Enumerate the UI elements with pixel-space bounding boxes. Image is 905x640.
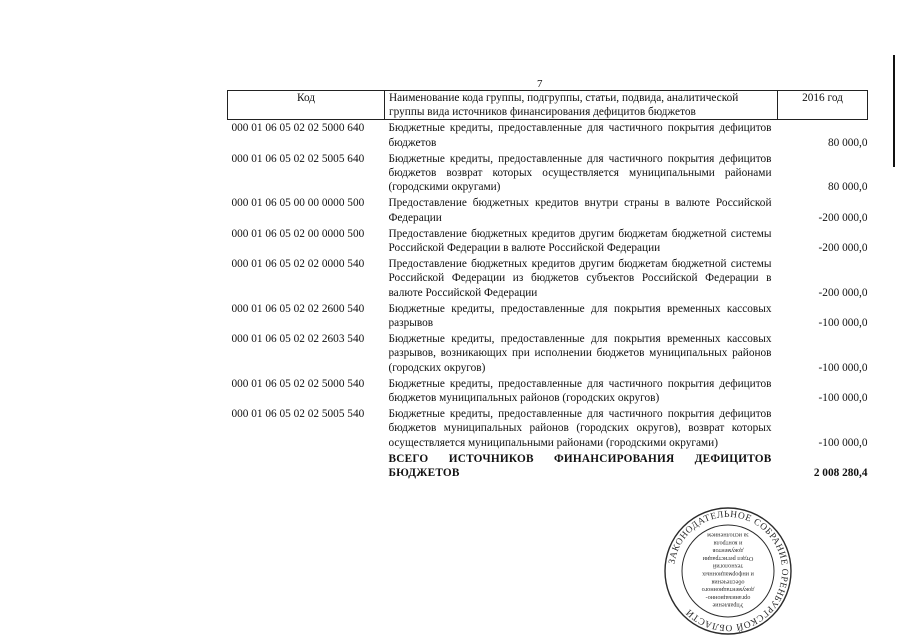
table-row xyxy=(228,406,868,451)
stamp-outer-text: ЗАКОНОДАТЕЛЬНОЕ СОБРАНИЕ ОРЕНБУРГСКОЙ ОБЛАСТИ xyxy=(667,509,790,633)
row-code: 000 01 06 05 02 02 5000 640 xyxy=(231,122,365,135)
stamp-inner-line: технологий xyxy=(712,562,744,570)
row-code: 000 01 06 05 02 02 5005 540 xyxy=(231,408,365,421)
total-label: ВСЕГО ИСТОЧНИКОВ ФИНАНСИРОВАНИЯ ДЕФИЦИТОВ БЮДЖЕТОВ xyxy=(388,452,772,480)
margin-rule xyxy=(893,55,895,167)
total-row xyxy=(228,451,868,481)
row-code: 000 01 06 05 02 02 2603 540 xyxy=(231,333,365,346)
total-code-empty xyxy=(228,451,385,481)
row-code: 000 01 06 05 02 02 5000 540 xyxy=(231,377,365,390)
row-value: -100 000,0 xyxy=(818,361,868,374)
stamp-inner-line: Управление xyxy=(712,601,744,609)
stamp-inner-line: организационно- xyxy=(705,593,751,601)
table-body xyxy=(228,120,868,481)
table-header xyxy=(228,91,868,120)
page-number: 7 xyxy=(537,78,543,90)
financing-sources-table xyxy=(227,90,868,481)
row-name: Бюджетные кредиты, предоставленные для частичного покрытия дефицитов бюджетов муниципальных районов (городских округов), возврат которых осуществляется муниципальными районами (городскими округами) xyxy=(388,408,772,449)
row-code: 000 01 06 05 02 00 0000 500 xyxy=(231,227,365,240)
row-value: 80 000,0 xyxy=(827,136,868,149)
stamp-inner-line: документов xyxy=(712,547,744,555)
row-name: Предоставление бюджетных кредитов другим бюджетам бюджетной системы Российской Федерации в валюте Российской Федерации xyxy=(388,227,772,255)
row-code: 000 01 06 05 02 02 5005 640 xyxy=(231,152,365,165)
row-value: -200 000,0 xyxy=(818,211,868,224)
stamp-inner-line: Отдел регистрации xyxy=(702,554,754,562)
row-name: Бюджетные кредиты, предоставленные для частичного покрытия дефицитов бюджетов возврат которых осуществляется муниципальными районами (городскими округами) xyxy=(388,152,772,194)
header-name: Наименование кода группы, подгруппы, статьи, подвида, аналитической группы вида источников финансирования дефицитов бюджетов xyxy=(385,91,778,120)
official-stamp xyxy=(662,505,794,637)
table-row xyxy=(228,301,868,331)
row-name: Бюджетные кредиты, предоставленные для покрытия временных кассовых разрывов, возникающих при исполнении бюджетов муниципальных районов (городских округов) xyxy=(388,333,772,374)
table-row xyxy=(228,195,868,225)
row-value: -200 000,0 xyxy=(818,286,868,299)
stamp-inner-line: обеспечения xyxy=(711,578,745,586)
row-code: 000 01 06 05 00 00 0000 500 xyxy=(231,197,365,210)
row-code: 000 01 06 05 02 02 0000 540 xyxy=(231,258,365,271)
stamp-inner-line: и информационных xyxy=(702,570,754,578)
row-code: 000 01 06 05 02 02 2600 540 xyxy=(231,302,365,315)
row-value: 80 000,0 xyxy=(827,181,868,194)
header-year: 2016 год xyxy=(778,91,868,120)
row-value: -100 000,0 xyxy=(818,436,868,449)
total-value: 2 008 280,4 xyxy=(813,467,868,480)
stamp-inner-line: документационного xyxy=(701,586,755,594)
header-code: Код xyxy=(228,91,385,120)
table-row xyxy=(228,256,868,301)
table-row xyxy=(228,376,868,406)
stamp-inner-line: и контроля xyxy=(713,539,743,547)
row-name: Бюджетные кредиты, предоставленные для частичного покрытия дефицитов бюджетов xyxy=(388,122,772,149)
row-value: -100 000,0 xyxy=(818,392,868,405)
row-value: -200 000,0 xyxy=(818,242,868,255)
table-row xyxy=(228,151,868,196)
table-row xyxy=(228,226,868,256)
row-name: Бюджетные кредиты, предоставленные для частичного покрытия дефицитов бюджетов муниципальных районов (городских округов) xyxy=(388,377,772,405)
stamp-inner-text xyxy=(701,532,754,609)
row-name: Предоставление бюджетных кредитов внутри страны в валюте Российской Федерации xyxy=(388,197,772,224)
row-name: Бюджетные кредиты, предоставленные для покрытия временных кассовых разрывов xyxy=(388,302,772,330)
row-value: -100 000,0 xyxy=(818,317,868,330)
stamp-inner-line: за исполнением xyxy=(707,531,749,539)
row-name: Предоставление бюджетных кредитов другим бюджетам бюджетной системы Российской Федерации из бюджетов субъектов Российской Федерации в валюте Российской Федерации xyxy=(388,258,772,299)
table-row xyxy=(228,120,868,151)
table-row xyxy=(228,331,868,376)
